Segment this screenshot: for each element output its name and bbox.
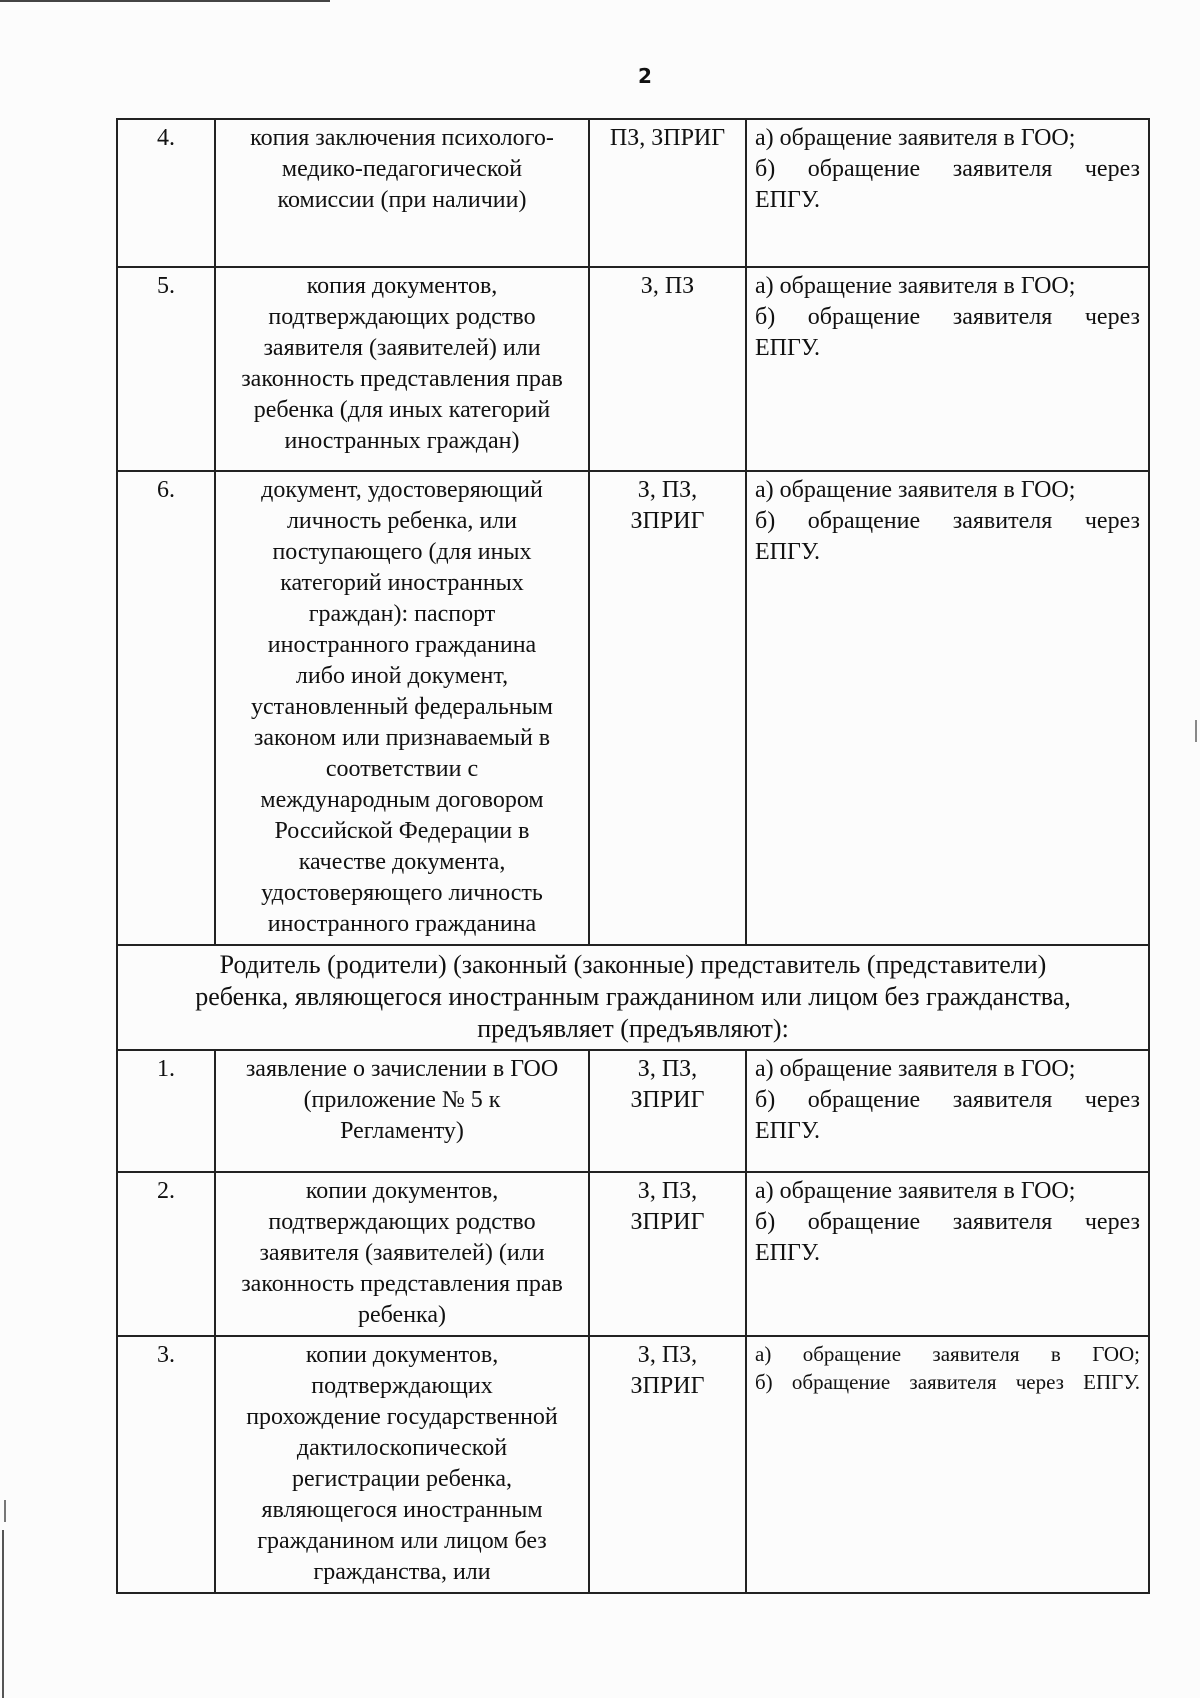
submission-method-line: а) обращение заявителя в ГОО; <box>755 1056 1076 1082</box>
applicant-codes-line: З, ПЗ, <box>637 477 698 503</box>
scan-mark-right <box>1195 720 1197 742</box>
document-name-line: законность представления прав <box>241 366 563 392</box>
submission-method-line: б) обращение заявителя через <box>755 1209 1140 1235</box>
applicant-codes <box>589 1172 746 1336</box>
document-name <box>215 1050 589 1172</box>
applicant-codes <box>589 471 746 945</box>
document-name-line: Российской Федерации в <box>274 818 530 844</box>
submission-method-line: б) обращение заявителя через <box>755 156 1140 182</box>
submission-method-line: а) обращение заявителя в ГОО; <box>755 273 1076 299</box>
document-name-line: удостоверяющего личность <box>261 880 543 906</box>
document-name <box>215 1172 589 1336</box>
document-name-line: документ, удостоверяющий <box>261 477 543 503</box>
submission-method-line: б) обращение заявителя через ЕПГУ. <box>755 1370 1140 1394</box>
table-row <box>117 1336 1149 1593</box>
document-name-line: соответствии с <box>325 756 479 782</box>
document-name-line: медико-педагогической <box>281 156 523 182</box>
document-name-line: дактилоскопической <box>296 1435 508 1461</box>
document-name-line: законность представления прав <box>241 1271 563 1297</box>
submission-method-line: б) обращение заявителя через <box>755 508 1140 534</box>
applicant-codes-line: З, ПЗ, <box>637 1342 698 1368</box>
section-header-line: предъявляет (предъявляют): <box>477 1014 789 1043</box>
table-row <box>117 119 1149 267</box>
row-number: 6. <box>117 471 215 945</box>
document-name-line: ребенка (для иных категорий <box>253 397 551 423</box>
document-name-line: иностранного гражданина <box>267 632 537 658</box>
applicant-codes <box>589 1050 746 1172</box>
submission-method-line: ЕПГУ. <box>755 1240 820 1266</box>
page-number: 2 <box>638 64 652 88</box>
submission-method-line: а) обращение заявителя в ГОО; <box>755 1178 1076 1204</box>
document-name-line: ребенка) <box>358 1302 446 1328</box>
section-header-line: ребенка, являющегося иностранным гражданином или лицом без гражданства, <box>195 982 1071 1011</box>
document-name-line: комиссии (при наличии) <box>277 187 527 213</box>
submission-method-line: ЕПГУ. <box>755 539 820 565</box>
document-name-line: установленный федеральным <box>251 694 553 720</box>
table-row <box>117 471 1149 945</box>
submission-method-line: а) обращение заявителя в ГОО; <box>755 125 1076 151</box>
document-name-line: категорий иностранных <box>280 570 524 596</box>
document-name-line: иностранных граждан) <box>284 428 520 454</box>
submission-method-line: ЕПГУ. <box>755 335 820 361</box>
scan-edge-left <box>2 1530 4 1698</box>
document-name-line: гражданином или лицом без <box>257 1528 547 1554</box>
document-name-line: либо иной документ, <box>295 663 509 689</box>
table-row <box>117 1050 1149 1172</box>
applicant-codes-line: З, ПЗ <box>640 273 695 299</box>
document-name-line: международным договором <box>260 787 544 813</box>
submission-method <box>746 1050 1149 1172</box>
applicant-codes-line: ЗПРИГ <box>630 1087 705 1113</box>
applicant-codes-line: ЗПРИГ <box>630 1373 705 1399</box>
submission-method-line: б) обращение заявителя через <box>755 304 1140 330</box>
scan-edge-top <box>0 0 330 2</box>
document-name-line: копии документов, <box>305 1178 499 1204</box>
document-name-line: копия заключения психолого- <box>250 125 554 151</box>
document-name-line: заявителя (заявителей) (или <box>259 1240 545 1266</box>
row-number: 1. <box>117 1050 215 1172</box>
row-number: 3. <box>117 1336 215 1593</box>
submission-method-line: ЕПГУ. <box>755 187 820 213</box>
document-name-line: гражданства, или <box>313 1559 491 1585</box>
document-name <box>215 119 589 267</box>
applicant-codes-line: ПЗ, ЗПРИГ <box>609 125 726 151</box>
document-name-line: подтверждающих родство <box>268 304 536 330</box>
document-name-line: являющегося иностранным <box>261 1497 543 1523</box>
document-name-line: копия документов, <box>306 273 498 299</box>
section-header <box>117 945 1149 1050</box>
submission-method <box>746 1172 1149 1336</box>
applicant-codes-line: ЗПРИГ <box>630 1209 705 1235</box>
applicant-codes-line: ЗПРИГ <box>630 508 705 534</box>
submission-method <box>746 267 1149 471</box>
row-number: 2. <box>117 1172 215 1336</box>
scan-mark-left <box>4 1500 6 1522</box>
document-name-line: регистрации ребенка, <box>292 1466 512 1492</box>
document-name <box>215 471 589 945</box>
section-header-line: Родитель (родители) (законный (законные) представитель (представители) <box>219 950 1047 979</box>
document-name-line: заявителя (заявителей) или <box>263 335 541 361</box>
section-header-row <box>117 945 1149 1050</box>
applicant-codes <box>589 267 746 471</box>
applicant-codes-line: З, ПЗ, <box>637 1056 698 1082</box>
document-name-line: личность ребенка, или <box>286 508 518 534</box>
row-number: 5. <box>117 267 215 471</box>
documents-table-body <box>117 119 1149 1593</box>
applicant-codes <box>589 119 746 267</box>
document-name <box>215 267 589 471</box>
document-name-line: копии документов, <box>305 1342 499 1368</box>
table-row <box>117 267 1149 471</box>
row-number: 4. <box>117 119 215 267</box>
document-name-line: Регламенту) <box>340 1118 464 1144</box>
document-name <box>215 1336 589 1593</box>
submission-method <box>746 471 1149 945</box>
document-name-line: прохождение государственной <box>246 1404 558 1430</box>
document-name-line: поступающего (для иных <box>272 539 532 565</box>
submission-method-line: б) обращение заявителя через <box>755 1087 1140 1113</box>
submission-method-line: а) обращение заявителя в ГОО; <box>755 1342 1140 1366</box>
document-name-line: заявление о зачислении в ГОО <box>245 1056 559 1082</box>
document-name-line: законом или признаваемый в <box>253 725 551 751</box>
applicant-codes-line: З, ПЗ, <box>637 1178 698 1204</box>
document-name-line: подтверждающих родство <box>268 1209 536 1235</box>
document-name-line: иностранного гражданина <box>267 911 537 937</box>
document-name-line: подтверждающих <box>311 1373 493 1399</box>
submission-method-line: а) обращение заявителя в ГОО; <box>755 477 1076 503</box>
document-name-line: качестве документа, <box>298 849 506 875</box>
submission-method <box>746 1336 1149 1593</box>
documents-table <box>116 118 1150 1594</box>
document-name-line: (приложение № 5 к <box>303 1087 501 1113</box>
table-row <box>117 1172 1149 1336</box>
applicant-codes <box>589 1336 746 1593</box>
submission-method <box>746 119 1149 267</box>
submission-method-line: ЕПГУ. <box>755 1118 820 1144</box>
document-name-line: граждан): паспорт <box>308 601 496 627</box>
